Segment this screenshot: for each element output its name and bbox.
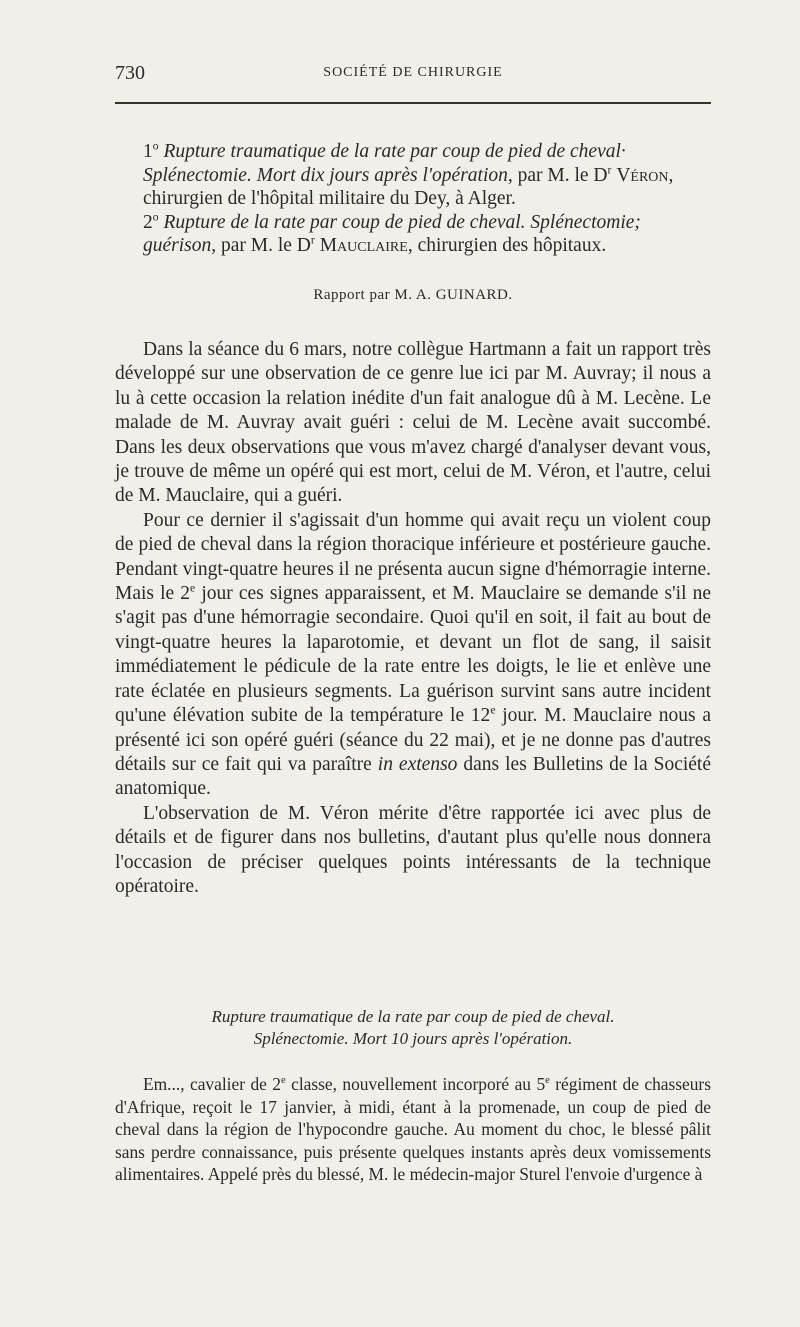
paragraph-1: Dans la séance du 6 mars, notre collègue Hartmann a fait un rapport très développé sur une observation de ce genre lue ici par M. Auvray; il nous a lu à cette occasion la relation inédite d'un fait analogue dû à M. Lecène. Le malade de M. Auvray avait guéri : celui de M. Lecène avait succombé. Dans les deux observations que vous m'avez chargé d'analyser devant vous, je trouve de même un opéré qui est mort, celui de M. Véron, et l'autre, celui de M. Mauclaire, qui a guéri. [115, 339, 711, 507]
author-mauclaire: Mauclaire [319, 235, 408, 256]
author-veron: Véron [616, 164, 669, 186]
running-head: SOCIÉTÉ DE CHIRURGIE [323, 65, 503, 80]
page-number: 730 [115, 62, 145, 84]
title-entry-2: 2$^o$ Rupture de la rate par coup de pied de cheval. Splénectomie; guérison, par M. le $D^r$ Mauclaire, chirurgien des hôpitaux. [143, 210, 641, 256]
title-1-italic: Rupture traumatique de la rate par coup de pied de cheval· Splénectomie. Mort dix jours après l'opération, [143, 141, 626, 186]
report-titles [115, 140, 711, 258]
title-entry-1: 1$^o$ Rupture traumatique de la rate par coup de pied de cheval· Splénectomie. Mort dix jours après l'opération, par M. le $D^r$ Véron, chirurgien de l'hôpital militaire du Dey, à Alger. [143, 139, 674, 209]
title-2-italic: Rupture de la rate par coup de pied de cheval. Splénectomie; guérison, [143, 211, 641, 256]
case-subheading-line-2: Splénectomie. Mort 10 jours après l'opération. [253, 1029, 573, 1048]
case-report [115, 1073, 711, 1186]
paragraph-3: L'observation de M. Véron mérite d'être rapportée ici avec plus de détails et de figurer dans nos bulletins, d'autant plus qu'elle nous donnera l'occasion de préciser quelques points intéressants de la technique opératoire. [115, 802, 711, 897]
paragraph-2: Pour ce dernier il s'agissait d'un homme qui avait reçu un violent coup de pied de cheval dans la région thoracique inférieure et postérieure gauche. Pendant vingt-quatre heures il ne présenta aucun signe d'hémorragie interne. Mais le 2e jour ces signes apparaissent, et M. Mauclaire se demande s'il ne s'agit pas d'une hémorragie secondaire. Quoi qu'il en soit, il fait au bout de vingt-quatre heures la laparotomie, et devant un flot de sang, il saisit immédiatement le pédicule de la rate entre les doigts, le lie et enlève une rate éclatée en plusieurs segments. La guérison survint sans autre incident qu'une élévation subite de la température le 12e jour. M. Mauclaire nous a présenté ici son opéré guéri (séance du 22 mai), et je ne donne pas d'autres détails sur ce fait qui va paraître in extenso dans les Bulletins de la Société anatomique. [115, 509, 712, 800]
case-subheading [115, 1006, 711, 1050]
case-subheading-line-1: Rupture traumatique de la rate par coup de pied de cheval. [211, 1007, 615, 1026]
case-paragraph: Em..., cavalier de 2e classe, nouvellement incorporé au 5e régiment de chasseurs d'Afrique, reçoit le 17 janvier, à midi, étant à la promenade, un coup de pied de cheval dans la région de l'hypocondre gauche. Au moment du choc, le blessé pâlit sans perdre connaissance, puis présente quelques instants après deux vomissements alimentaires. Appelé près du blessé, M. le médecin-major Sturel l'envoie d'urgence à [115, 1074, 711, 1185]
report-body [115, 338, 711, 899]
rapporteur-line: Rapport par M. A. GUINARD. [313, 287, 513, 303]
header-rule [115, 102, 711, 104]
page-header [115, 62, 711, 88]
